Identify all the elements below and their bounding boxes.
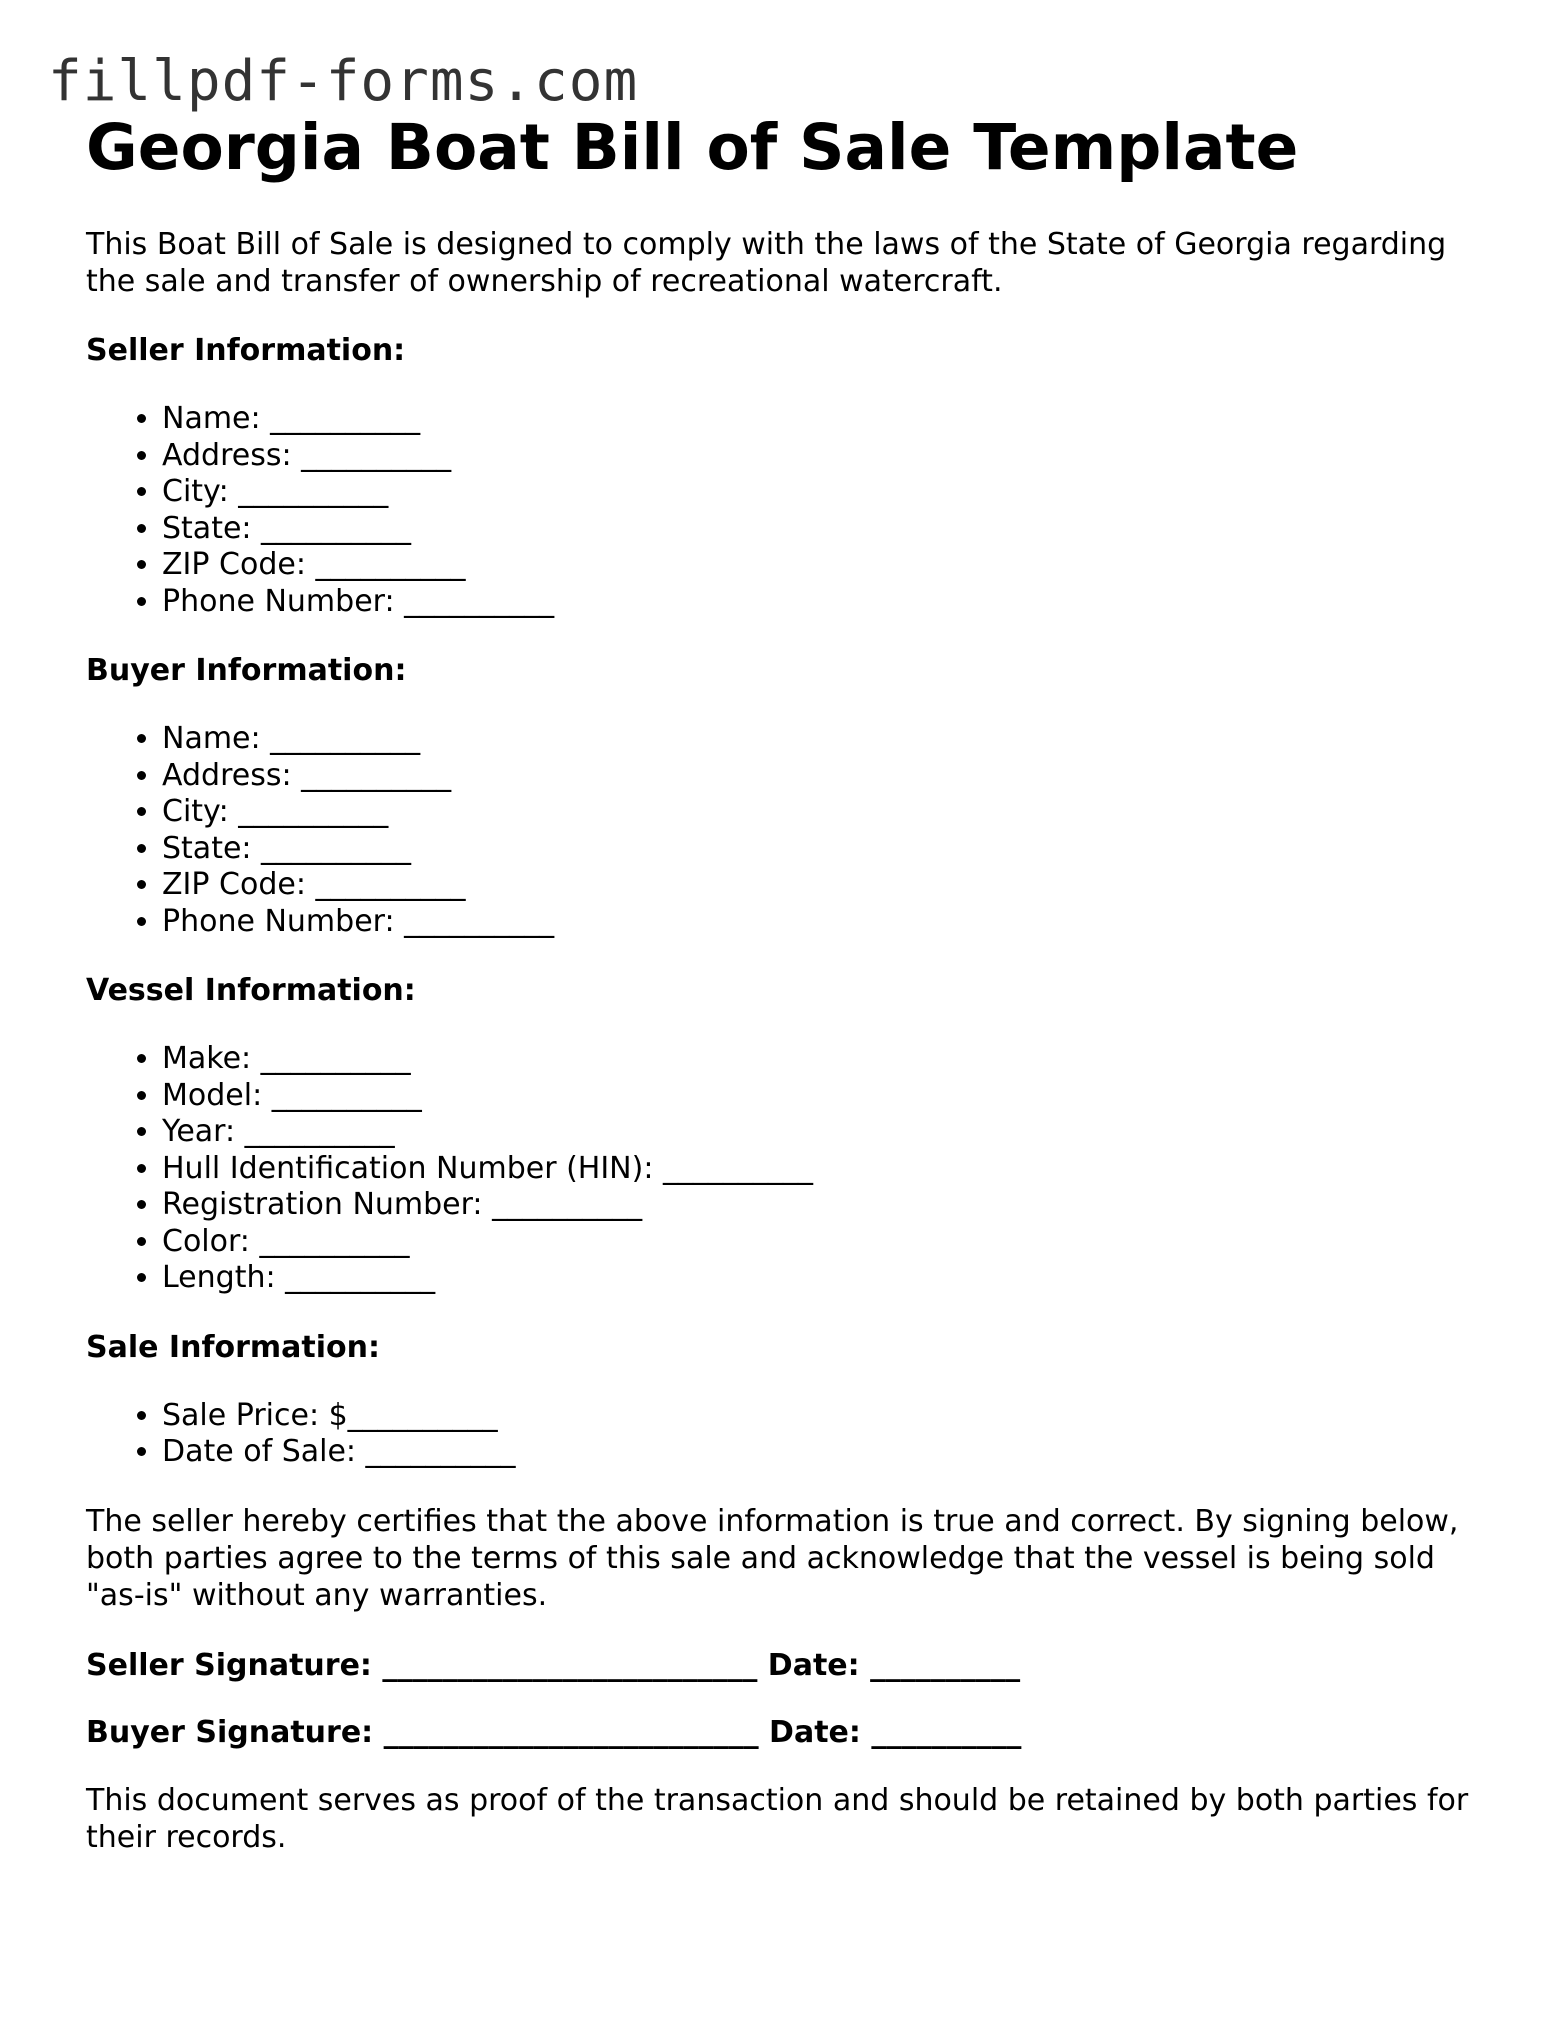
vessel-hin-field: • Hull Identification Number (HIN): __________ — [162, 1151, 1486, 1188]
buyer-phone-field: • Phone Number: __________ — [162, 904, 1486, 941]
sale-price-field: • Sale Price: $__________ — [162, 1398, 1486, 1435]
buyer-address-field: • Address: __________ — [162, 758, 1486, 795]
closing-paragraph: This document serves as proof of the transaction and should be retained by both parties for their records. — [86, 1782, 1469, 1855]
vessel-color-field: • Color: __________ — [162, 1224, 1486, 1261]
vessel-model-field: • Model: __________ — [162, 1078, 1486, 1115]
seller-name-field: • Name: __________ — [162, 401, 1486, 438]
buyer-heading: Buyer Information: — [86, 653, 407, 688]
sale-date-field: • Date of Sale: __________ — [162, 1434, 1486, 1471]
intro-paragraph: This Boat Bill of Sale is designed to comply with the laws of the State of Georgia regarding the sale and transfer of ownership of recreational watercraft. — [86, 227, 1447, 299]
vessel-fields-list — [86, 1041, 1486, 1297]
seller-signature-line: Seller Signature: _________________________ Date: __________ — [86, 1647, 1021, 1683]
vessel-heading: Vessel Information: — [86, 973, 416, 1008]
vessel-length-field: • Length: __________ — [162, 1260, 1486, 1297]
buyer-city-field: • City: __________ — [162, 794, 1486, 831]
vessel-registration-field: • Registration Number: __________ — [162, 1187, 1486, 1224]
certification-paragraph: The seller hereby certifies that the above information is true and correct. By signing below, both parties agree to the terms of this sale and acknowledge that the vessel is being sold "as-is" without any warranties. — [86, 1503, 1459, 1613]
buyer-signature-line: Buyer Signature: _________________________ Date: __________ — [86, 1714, 1022, 1750]
seller-heading: Seller Information: — [86, 333, 406, 368]
seller-fields-list — [86, 401, 1486, 620]
vessel-make-field: • Make: __________ — [162, 1041, 1486, 1078]
buyer-name-field: • Name: __________ — [162, 721, 1486, 758]
watermark: fillpdf-forms.com — [48, 49, 639, 114]
buyer-fields-list — [86, 721, 1486, 940]
seller-phone-field: • Phone Number: __________ — [162, 584, 1486, 621]
seller-state-field: • State: __________ — [162, 511, 1486, 548]
buyer-zip-field: • ZIP Code: __________ — [162, 867, 1486, 904]
vessel-year-field: • Year: __________ — [162, 1114, 1486, 1151]
seller-zip-field: • ZIP Code: __________ — [162, 547, 1486, 584]
seller-address-field: • Address: __________ — [162, 438, 1486, 475]
document-body — [86, 108, 1486, 1856]
page-title: Georgia Boat Bill of Sale Template — [86, 111, 1299, 184]
sale-heading: Sale Information: — [86, 1329, 380, 1365]
seller-city-field: • City: __________ — [162, 474, 1486, 511]
sale-fields-list — [86, 1398, 1486, 1471]
buyer-state-field: • State: __________ — [162, 831, 1486, 868]
